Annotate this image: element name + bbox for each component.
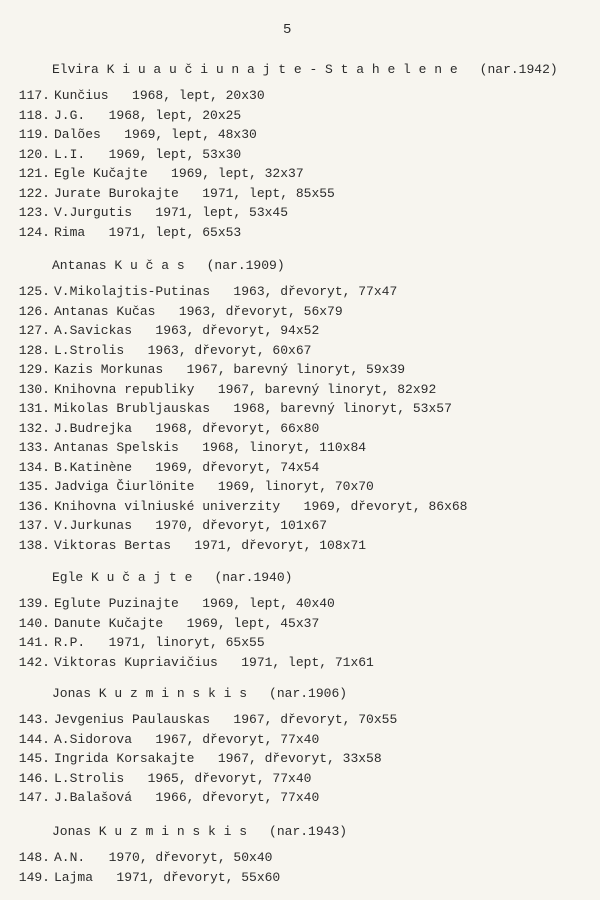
entry-number: 139.	[18, 596, 50, 611]
catalogue-entry	[10, 655, 374, 670]
entry-number: 117.	[18, 88, 50, 103]
entry-text: Knihovna vilniuské univerzity 1969, dřevoryt, 86x68	[54, 498, 468, 514]
catalogue-entry	[10, 225, 241, 240]
catalogue-entry	[10, 362, 405, 377]
catalogue-entry	[10, 635, 265, 650]
catalogue-entry	[10, 147, 241, 162]
catalogue-entry	[10, 460, 319, 475]
entry-text: Danute Kučajte 1969, lept, 45x37	[54, 615, 320, 631]
entry-number: 130.	[18, 381, 50, 397]
catalogue-entry	[10, 382, 436, 397]
entry-text: Jevgenius Paulauskas 1967, dřevoryt, 70x55	[54, 712, 398, 727]
section-heading	[52, 62, 558, 77]
artist-born: (nar.1906)	[269, 686, 348, 701]
catalogue-entry	[10, 323, 319, 338]
catalogue-entry	[10, 790, 319, 805]
catalogue-entry	[10, 205, 288, 220]
entry-text: Lajma 1971, dřevoryt, 55x60	[54, 869, 281, 885]
artist-name: Jonas K u z m i n s k i s	[52, 686, 248, 701]
artist-name: Jonas K u z m i n s k i s	[52, 824, 248, 839]
catalogue-entry	[10, 479, 374, 494]
entry-number: 123.	[18, 205, 50, 220]
entry-text: L.I. 1969, lept, 53x30	[54, 146, 242, 162]
catalogue-entry	[10, 108, 241, 123]
catalogue-entry	[10, 284, 397, 299]
catalogue-entry	[10, 771, 311, 786]
section-heading	[52, 686, 347, 701]
entry-text: Viktoras Kupriavičius 1971, lept, 71x61	[54, 654, 374, 670]
entry-number: 136.	[18, 498, 50, 514]
catalogue-entry	[10, 88, 265, 103]
entry-text: Ingrida Korsakajte 1967, dřevoryt, 33x58	[54, 751, 382, 766]
entry-number: 147.	[18, 790, 50, 805]
catalogue-entry	[10, 732, 319, 747]
page-number: 5	[283, 22, 292, 38]
entry-number: 134.	[18, 459, 50, 475]
entry-text: Kazis Morkunas 1967, barevný linoryt, 59x39	[54, 362, 406, 377]
artist-born: (nar.1943)	[269, 824, 348, 839]
artist-born: (nar.1942)	[479, 62, 558, 77]
artist-name: Egle K u č a j t e	[52, 570, 193, 585]
entry-text: J.Budrejka 1968, dřevoryt, 66x80	[54, 420, 320, 436]
entry-text: Antanas Kučas 1963, dřevoryt, 56x79	[54, 303, 343, 319]
entry-text: Knihovna republiky 1967, barevný linoryt, 82x92	[54, 381, 437, 397]
entry-number: 137.	[18, 518, 50, 533]
entry-text: Dalões 1969, lept, 48x30	[54, 127, 257, 142]
entry-text: R.P. 1971, linoryt, 65x55	[54, 635, 265, 650]
entry-number: 133.	[18, 440, 50, 455]
entry-number: 122.	[18, 185, 50, 201]
catalogue-entry	[10, 751, 382, 766]
entry-number: 149.	[18, 869, 50, 885]
entry-number: 126.	[18, 303, 50, 319]
entry-number: 144.	[18, 731, 50, 747]
entry-number: 145.	[18, 751, 50, 766]
entry-number: 131.	[18, 401, 50, 416]
catalogue-entry	[10, 186, 335, 201]
artist-name: Elvira K i u a u č i u n a j t e - S t a h e l e n e	[52, 62, 458, 77]
entry-number: 148.	[18, 850, 50, 865]
entry-number: 129.	[18, 362, 50, 377]
entry-number: 121.	[18, 166, 50, 181]
catalogue-entry	[10, 127, 257, 142]
catalogue-entry	[10, 596, 335, 611]
entry-number: 125.	[18, 284, 50, 299]
section-heading	[52, 824, 347, 839]
artist-name: Antanas K u č a s	[52, 258, 185, 273]
catalogue-entry	[10, 304, 343, 319]
catalogue-entry	[10, 870, 280, 885]
entry-text: Kunčius 1968, lept, 20x30	[54, 88, 265, 103]
catalogue-entry	[10, 343, 311, 358]
entry-text: Viktoras Bertas 1971, dřevoryt, 108x71	[54, 537, 367, 553]
entry-number: 119.	[18, 127, 50, 142]
entry-text: Jurate Burokajte 1971, lept, 85x55	[54, 185, 335, 201]
entry-text: A.Savickas 1963, dřevoryt, 94x52	[54, 323, 320, 338]
entry-number: 135.	[18, 479, 50, 494]
entry-text: A.Sidorova 1967, dřevoryt, 77x40	[54, 731, 320, 747]
catalogue-entry	[10, 401, 452, 416]
entry-number: 128.	[18, 342, 50, 358]
entry-text: J.Balašová 1966, dřevoryt, 77x40	[54, 790, 320, 805]
entry-text: V.Jurkunas 1970, dřevoryt, 101x67	[54, 518, 328, 533]
entry-number: 142.	[18, 654, 50, 670]
entry-text: Rima 1971, lept, 65x53	[54, 224, 242, 240]
entry-text: A.N. 1970, dřevoryt, 50x40	[54, 850, 273, 865]
entry-number: 143.	[18, 712, 50, 727]
artist-born: (nar.1909)	[206, 258, 285, 273]
entry-number: 138.	[18, 537, 50, 553]
catalogue-entry	[10, 616, 319, 631]
entry-number: 141.	[18, 635, 50, 650]
catalogue-entry	[10, 421, 319, 436]
entry-text: Eglute Puzinajte 1969, lept, 40x40	[54, 596, 335, 611]
entry-text: V.Mikolajtis-Putinas 1963, dřevoryt, 77x47	[54, 284, 398, 299]
section-heading	[52, 570, 292, 585]
artist-born: (nar.1940)	[214, 570, 293, 585]
catalogue-entry	[10, 166, 304, 181]
entry-text: B.Katinène 1969, dřevoryt, 74x54	[54, 459, 320, 475]
entry-number: 120.	[18, 146, 50, 162]
entry-number: 140.	[18, 615, 50, 631]
entry-text: Mikolas Brubljauskas 1968, barevný linoryt, 53x57	[54, 401, 452, 416]
entry-text: V.Jurgutis 1971, lept, 53x45	[54, 205, 289, 220]
entry-text: Antanas Spelskis 1968, linoryt, 110x84	[54, 440, 367, 455]
catalogue-entry	[10, 518, 327, 533]
entry-text: J.G. 1968, lept, 20x25	[54, 107, 242, 123]
entry-number: 124.	[18, 224, 50, 240]
entry-number: 146.	[18, 770, 50, 786]
entry-text: Jadviga Čiurlönite 1969, linoryt, 70x70	[54, 479, 374, 494]
catalogue-entry	[10, 499, 467, 514]
catalogue-entry	[10, 712, 397, 727]
entry-number: 132.	[18, 420, 50, 436]
entry-number: 127.	[18, 323, 50, 338]
entry-text: L.Strolis 1965, dřevoryt, 77x40	[54, 770, 312, 786]
entry-number: 118.	[18, 107, 50, 123]
section-heading	[52, 258, 285, 273]
entry-text: L.Strolis 1963, dřevoryt, 60x67	[54, 342, 312, 358]
entry-text: Egle Kučajte 1969, lept, 32x37	[54, 166, 304, 181]
catalogue-entry	[10, 440, 366, 455]
catalogue-entry	[10, 850, 272, 865]
catalogue-entry	[10, 538, 366, 553]
